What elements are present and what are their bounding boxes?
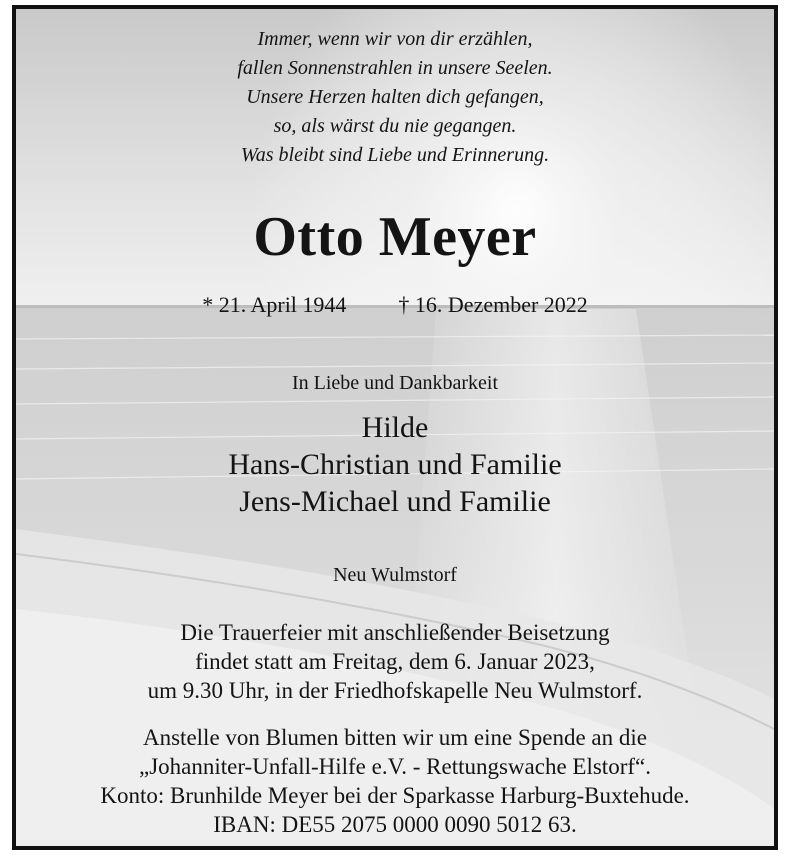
- donation-line: IBAN: DE55 2075 0000 0090 5012 63.: [213, 812, 577, 837]
- service-line: findet statt am Freitag, dem 6. Januar 2023,: [195, 649, 595, 674]
- mourner-name: Hans-Christian und Familie: [228, 448, 562, 481]
- mourner-name: Jens-Michael und Familie: [239, 485, 551, 518]
- service-line: um 9.30 Uhr, in der Friedhofskapelle Neu Wulmstorf.: [147, 678, 643, 703]
- deceased-name: Otto Meyer: [253, 206, 537, 268]
- obituary-frame: [12, 5, 778, 850]
- poem-line: so, als wärst du nie gegangen.: [273, 115, 517, 137]
- poem-line: Immer, wenn wir von dir erzählen,: [257, 28, 533, 50]
- poem-line: fallen Sonnenstrahlen in unsere Seelen.: [237, 57, 553, 79]
- service-line: Die Trauerfeier mit anschließender Beisetzung: [180, 620, 610, 645]
- mourners-intro: In Liebe und Dankbarkeit: [291, 372, 499, 394]
- birth-date: * 21. April 1944: [202, 292, 347, 317]
- funeral-service-info: [16, 618, 774, 705]
- donation-line: Anstelle von Blumen bitten wir um eine Spende an die: [143, 725, 647, 750]
- place: Neu Wulmstorf: [333, 564, 457, 586]
- mourners-list: [16, 409, 774, 520]
- life-dates: [16, 292, 774, 318]
- poem: [16, 25, 774, 170]
- donation-line: „Johanniter-Unfall-Hilfe e.V. - Rettungswache Elstorf“.: [139, 754, 651, 779]
- death-date: † 16. Dezember 2022: [398, 292, 588, 317]
- poem-line: Unsere Herzen halten dich gefangen,: [246, 86, 544, 108]
- donation-info: [16, 723, 774, 839]
- poem-line: Was bleibt sind Liebe und Erinnerung.: [240, 144, 550, 166]
- donation-line: Konto: Brunhilde Meyer bei der Sparkasse Harburg-Buxtehude.: [100, 783, 690, 808]
- mourner-name: Hilde: [361, 411, 429, 444]
